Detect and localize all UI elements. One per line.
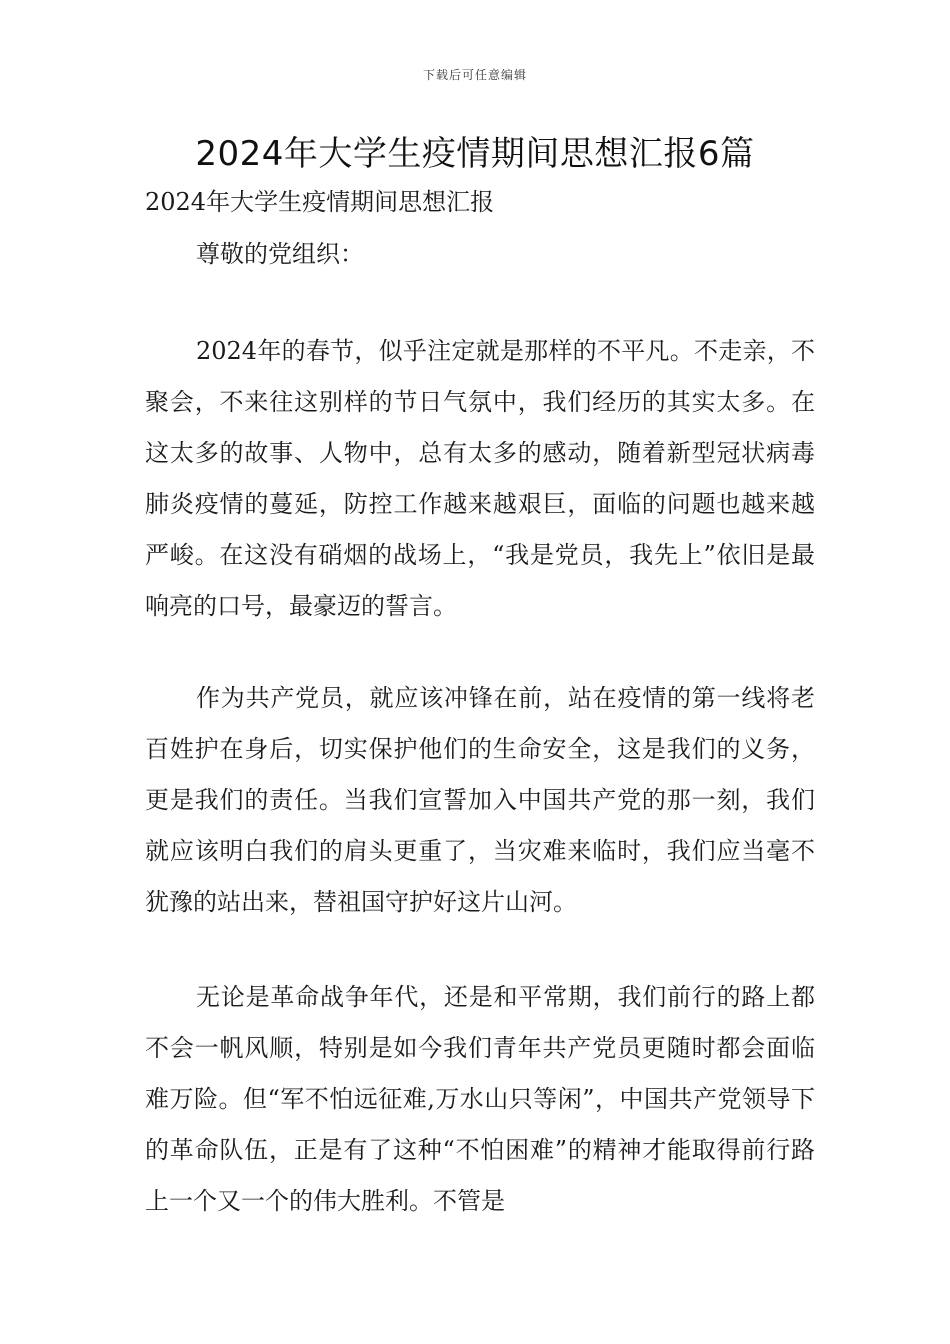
document-subtitle: 2024年大学生疫情期间思想汇报 <box>145 188 495 216</box>
header-note: 下载后可任意编辑 <box>422 68 527 82</box>
paragraph-1: 2024年的春节，似乎注定就是那样的不平凡。不走亲，不聚会，不来往这别样的节日气氛中，我们经历的其实太多。在这太多的故事、人物中，总有太多的感动，随着新型冠状病毒肺炎疫情的蔓延，防控工作越来越艰巨，面临的问题也越来越严峻。在这没有硝烟的战场上，“我是党员，我先上”依旧是最响亮的口号，最豪迈的誓言。 <box>145 337 815 620</box>
paragraph-3: 无论是革命战争年代，还是和平常期，我们前行的路上都不会一帆风顺，特别是如今我们青年共产党员更随时都会面临难万险。但“军不怕远征难,万水山只等闲”，中国共产党领导下的革命队伍，正是有了这种“不怕困难”的精神才能取得前行路上一个又一个的伟大胜利。不管是 <box>145 983 815 1215</box>
paragraph-2: 作为共产党员，就应该冲锋在前，站在疫情的第一线将老百姓护在身后，切实保护他们的生命安全，这是我们的义务，更是我们的责任。当我们宣誓加入中国共产党的那一刻，我们就应该明白我们的肩头更重了，当灾难来临时，我们应当毫不犹豫的站出来，替祖国守护好这片山河。 <box>145 684 815 916</box>
document-title: 2024年大学生疫情期间思想汇报6篇 <box>195 134 755 174</box>
salutation: 尊敬的党组织： <box>196 240 364 268</box>
